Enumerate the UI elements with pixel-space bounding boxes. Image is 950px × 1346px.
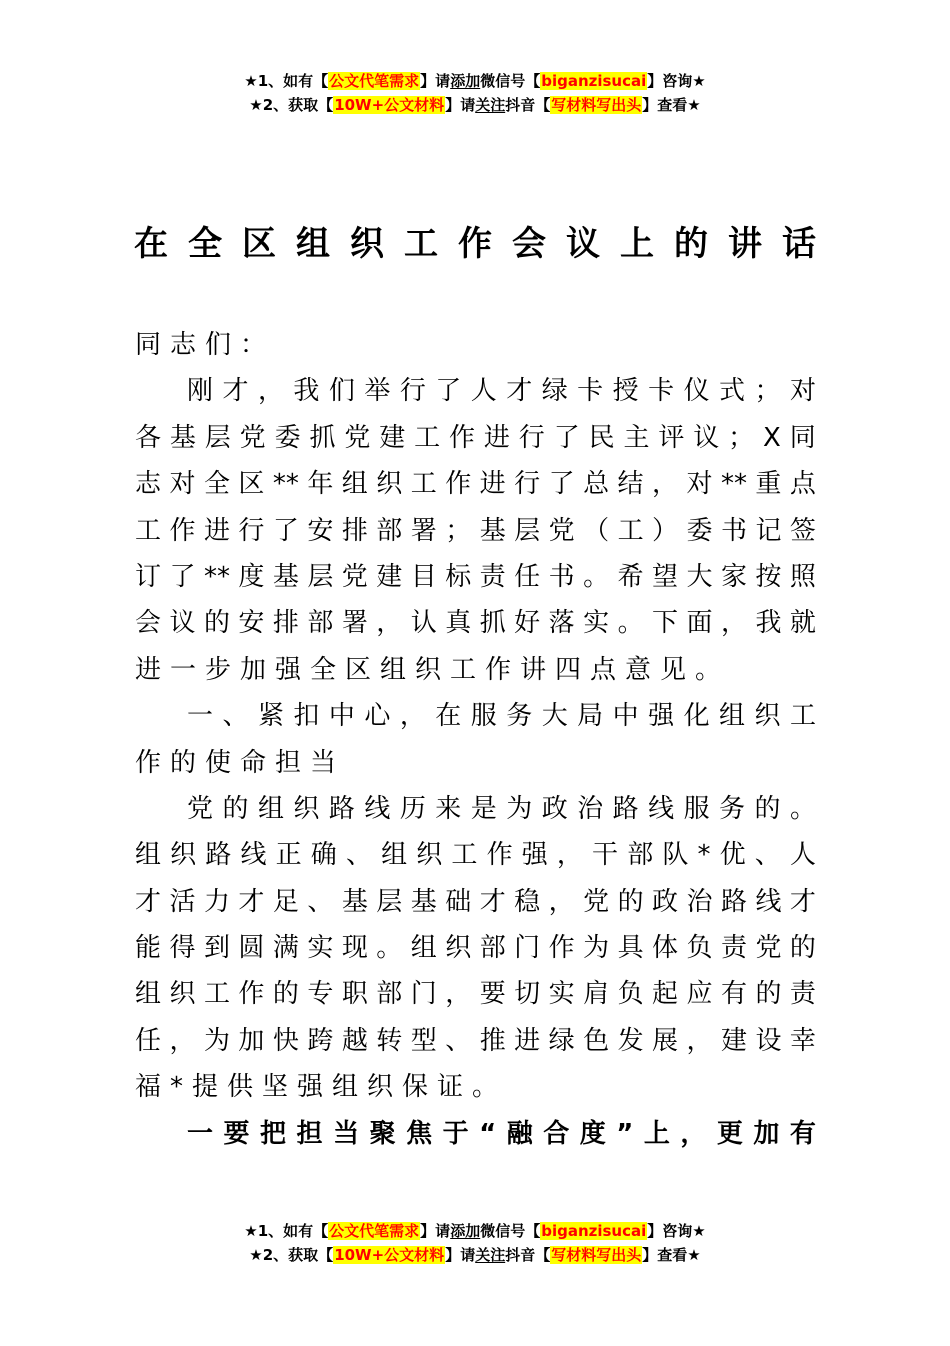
highlight-service: 公文代笔需求 — [329, 72, 420, 90]
salutation: 同志们： — [135, 330, 276, 360]
highlight-materials: 10W+公文材料 — [334, 1246, 445, 1264]
body-line: 订 了 ** 度 基 层 党 建 目 标 责 任 书 。 希 望 大 家 按 照 — [135, 561, 816, 592]
body-line: 党 的 组 织 路 线 历 来 是 为 政 治 路 线 服 务 的 。 — [187, 793, 816, 824]
footer-banner — [0, 1219, 950, 1267]
body-line: 工 作 进 行 了 安 排 部 署 ； 基 层 党 （ 工 ） 委 书 记 签 — [135, 515, 816, 546]
header-banner — [0, 69, 950, 117]
banner-line-2: ★2、获取【10W+公文材料】请关注抖音【写材料写出头】查看★ — [249, 96, 701, 114]
body-line: 会 议 的 安 排 部 署 ， 认 真 抓 好 落 实 。 下 面 ， 我 就 — [135, 608, 816, 639]
body-line: 能 得 到 圆 满 实 现 。 组 织 部 门 作 为 具 体 负 责 党 的 — [135, 933, 816, 964]
body-line: 各 基 层 党 委 抓 党 建 工 作 进 行 了 民 主 评 议 ； X 同 — [135, 422, 816, 453]
subsection-heading: 一 要 把 担 当 聚 焦 于 “ 融 合 度 ” 上 ， 更 加 有 — [187, 1118, 816, 1149]
body-line: 才 活 力 才 足 、 基 层 基 础 才 稳 ， 党 的 政 治 路 线 才 — [135, 886, 816, 917]
highlight-wechat-id: biganzisucai — [541, 72, 647, 90]
section-heading: 一 、 紧 扣 中 心 ， 在 服 务 大 局 中 强 化 组 织 工 — [187, 701, 816, 732]
highlight-service: 公文代笔需求 — [329, 1222, 420, 1240]
body-line: 组 织 工 作 的 专 职 部 门 ， 要 切 实 肩 负 起 应 有 的 责 — [135, 979, 816, 1010]
highlight-douyin-id: 写材料写出头 — [551, 1246, 642, 1264]
document-title: 在全区组织工作会议上的讲话 — [134, 224, 836, 264]
highlight-douyin-id: 写材料写出头 — [551, 96, 642, 114]
banner-line-1: ★1、如有【公文代笔需求】请添加微信号【biganzisucai】咨询★ — [244, 1222, 706, 1240]
body-line: 刚 才 ， 我 们 举 行 了 人 才 绿 卡 授 卡 仪 式 ； 对 — [187, 376, 816, 407]
body-line: 福*提供坚强组织保证。 — [135, 1072, 508, 1103]
highlight-materials: 10W+公文材料 — [334, 96, 445, 114]
banner-line-1: ★1、如有【公文代笔需求】请添加微信号【biganzisucai】咨询★ — [244, 72, 706, 90]
body-line: 进一步加强全区组织工作讲四点意见。 — [135, 654, 731, 685]
section-heading: 作的使命担当 — [135, 747, 346, 778]
body-line: 组 织 路 线 正 确 、 组 织 工 作 强 ， 干 部 队 * 优 、 人 — [135, 840, 816, 871]
highlight-wechat-id: biganzisucai — [541, 1222, 647, 1240]
body-line: 任 ， 为 加 快 跨 越 转 型 、 推 进 绿 色 发 展 ， 建 设 幸 — [135, 1025, 816, 1056]
document-body — [135, 322, 816, 1157]
body-line: 志 对 全 区 ** 年 组 织 工 作 进 行 了 总 结 ， 对 ** 重 点 — [135, 469, 816, 500]
banner-line-2: ★2、获取【10W+公文材料】请关注抖音【写材料写出头】查看★ — [249, 1246, 701, 1264]
